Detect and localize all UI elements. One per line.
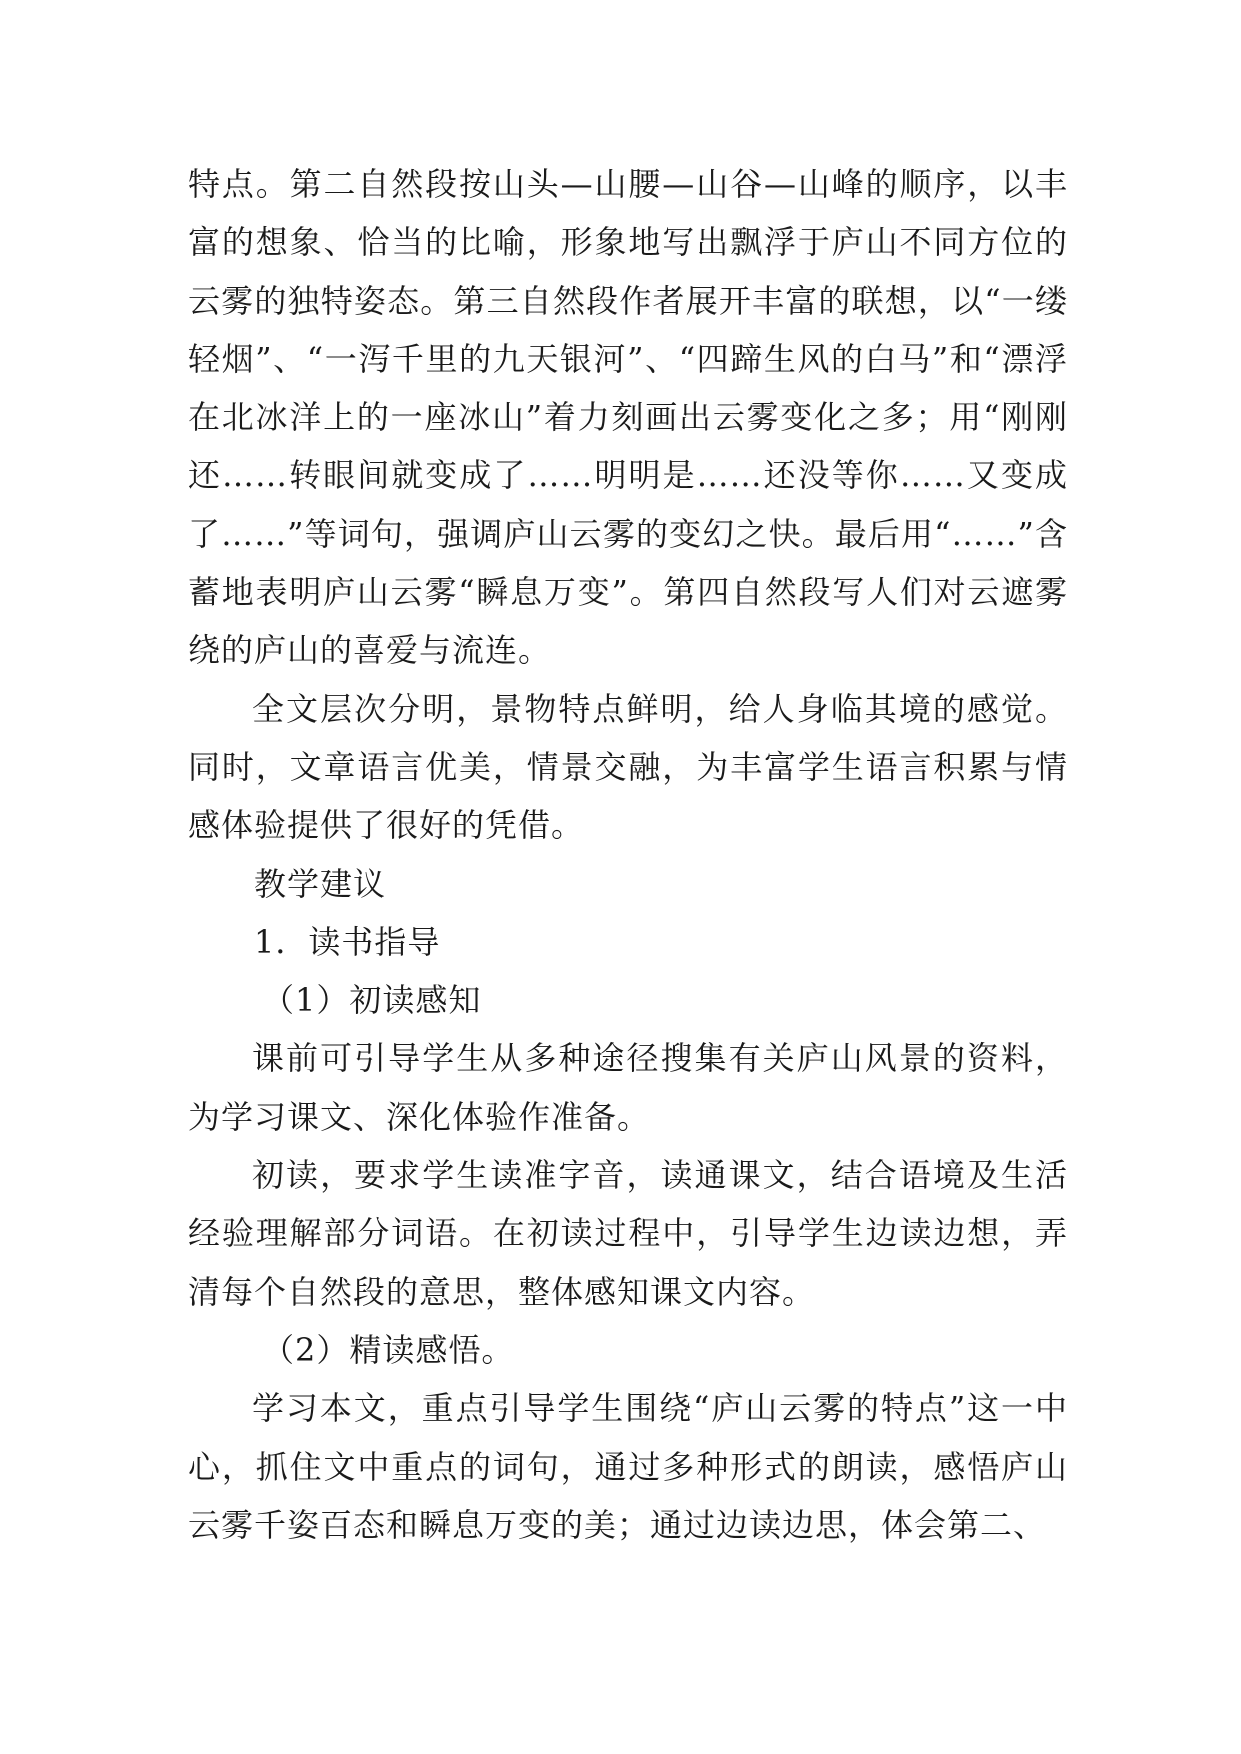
section-heading-teaching-suggestions: 教学建议 — [254, 864, 387, 903]
subheading-first-reading: （1）初读感知 — [262, 981, 482, 1020]
document-body — [188, 155, 1068, 1554]
paragraph-preclass-preparation: 课前可引导学生从多种途径搜集有关庐山风景的资料，为学习课文、深化体验作准备。 — [188, 1039, 1068, 1136]
section-heading-reading-guidance: 1．读书指导 — [254, 922, 441, 961]
paragraph-first-reading: 初读，要求学生读准字音，读通课文，结合语境及生活经验理解部分词语。在初读过程中，引导学生边读边想，弄清每个自然段的意思，整体感知课文内容。 — [188, 1156, 1068, 1311]
paragraph-close-reading: 学习本文，重点引导学生围绕“庐山云雾的特点”这一中心，抓住文中重点的词句，通过多种形式的朗读，感悟庐山云雾千姿百态和瞬息万变的美；通过边读边思，体会第二、 — [188, 1389, 1068, 1544]
paragraph-text-analysis: 特点。第二自然段按山头—山腰—山谷—山峰的顺序，以丰富的想象、恰当的比喻，形象地写出飘浮于庐山不同方位的云雾的独特姿态。第三自然段作者展开丰富的联想，以“一缕轻烟”、“一泻千里的九天银河”、“四蹄生风的白马”和“漂浮在北冰洋上的一座冰山”着力刻画出云雾变化之多；用“刚刚还……转眼间就变成了……明明是……还没等你……又变成了……”等词句，强调庐山云雾的变幻之快。最后用“……”含蓄地表明庐山云雾“瞬息万变”。第四自然段写人们对云遮雾绕的庐山的喜爱与流连。 — [188, 165, 1068, 670]
subheading-close-reading: （2）精读感悟。 — [262, 1330, 515, 1369]
paragraph-summary: 全文层次分明，景物特点鲜明，给人身临其境的感觉。同时，文章语言优美，情景交融，为丰富学生语言积累与情感体验提供了很好的凭借。 — [188, 689, 1068, 845]
